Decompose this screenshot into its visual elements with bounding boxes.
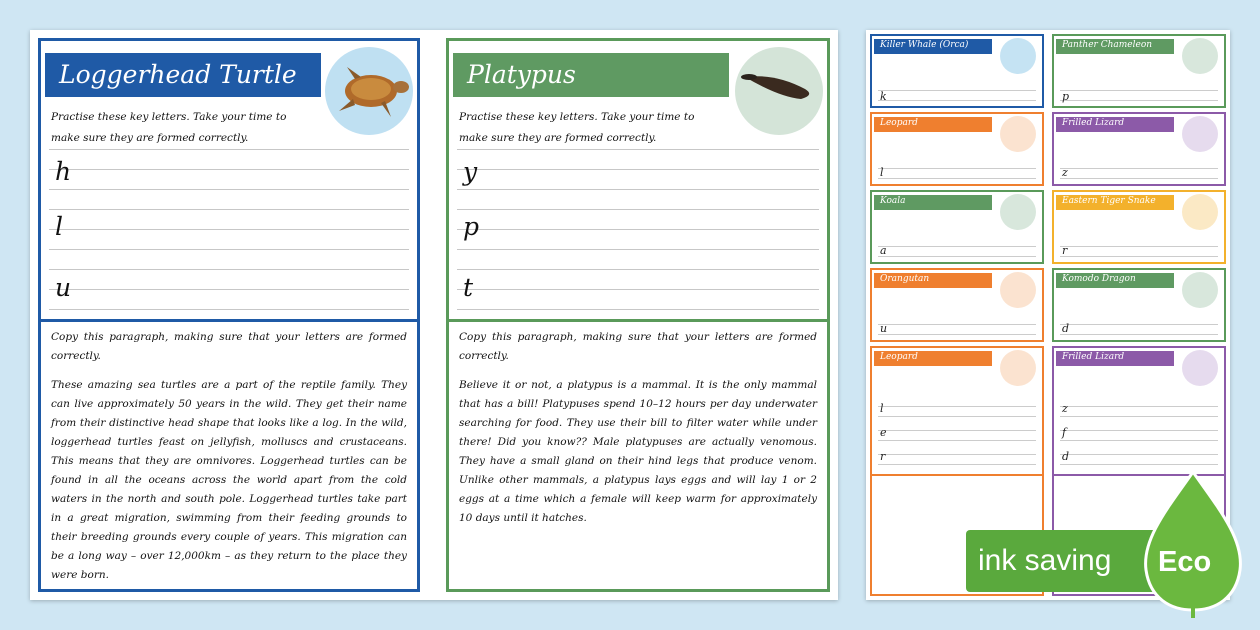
turtle-photo [325,47,413,135]
mini-letter: z [1062,402,1068,415]
practice-letter: t [463,273,474,302]
mini-card-title: Frilled Lizard [1056,351,1174,366]
copy-paragraph: These amazing sea turtles are a part of the reptile family. They can live approximately 50 years in the wild. They get their name from their distinctive head shape that looks like a log. In the wild, loggerhead turtles feast on jellyfish, molluscs and crustaceans. This means that they are omnivores. Loggerhead turtles can be found in all the oceans across the world apart from the cold waters in the north and south pole. Loggerhead turtles take part in a great migration, swimming from their feeding grounds to their breeding grounds every couple of years. This migration can be a long way – over 12,000km – as they return to the place they were born. [51,379,407,581]
leopard-icon [1000,350,1036,386]
practice-letter: h [55,157,72,186]
practice-line-set [457,204,819,259]
chameleon-icon [1182,38,1218,74]
mini-letter: f [1062,426,1067,439]
mini-letter: k [880,90,887,103]
mini-letter: z [1062,166,1068,179]
koala-icon [1000,194,1036,230]
mini-card-title: Frilled Lizard [1056,117,1174,132]
platypus-icon [735,47,823,135]
mini-letter: p [1062,90,1070,103]
lizard-icon [1182,350,1218,386]
leopard-icon [1000,116,1036,152]
mini-letter: r [1062,244,1068,257]
mini-card-title: Koala [874,195,992,210]
mini-card-title: Panther Chameleon [1056,39,1174,54]
mini-card-koala [870,190,1044,264]
practice-instructions: Practise these key letters. Take your time to make sure they are formed correctly. [459,111,695,144]
loggerhead-turtle-card [38,38,420,592]
eco-leaf-label: Eco [1158,546,1212,578]
copy-paragraph: Believe it or not, a platypus is a mammal. It is the only mammal that has a bill! Platypuses spend 10–12 hours per day underwater searching for food. They use their bill to filter water while under there! Did you know?? Male platypuses are actually venomous. They have a small gland on their hind legs that produce venom. Unlike other mammals, a platypus lays eggs and will lay 1 or 2 eggs at a time which a female will keep warm for approximately 10 days until it hatches. [459,379,817,524]
mini-card-title: Leopard [874,351,992,366]
practice-lines [49,149,409,319]
mini-card-title: Killer Whale (Orca) [874,39,992,54]
practice-line-set [49,204,409,259]
practice-line-set [49,259,409,314]
copy-paragraph-box [449,319,827,589]
practice-line-set [457,259,819,314]
copy-instruction: Copy this paragraph, making sure that your letters are formed correctly. [459,331,817,362]
ink-saving-label: ink saving [978,544,1112,577]
mini-letter: a [880,244,887,257]
mini-card-title: Orangutan [874,273,992,288]
orca-icon [1000,38,1036,74]
mini-letter: l [880,402,884,415]
copy-paragraph-box [41,319,417,589]
mini-letter: d [1062,450,1070,463]
practice-letter: l [55,212,63,241]
lizard-icon [1182,116,1218,152]
platypus-card [446,38,830,592]
mini-card-title: Eastern Tiger Snake [1056,195,1174,210]
practice-lines [457,149,819,319]
platypus-photo [735,47,823,135]
practice-instructions: Practise these key letters. Take your time to make sure they are formed correctly. [51,111,287,144]
practice-letter: u [55,273,72,302]
practice-letter: y [463,157,478,186]
card-title: Loggerhead Turtle [45,53,321,97]
mini-card-title: Komodo Dragon [1056,273,1174,288]
practice-letter: p [463,212,480,241]
card-title: Platypus [453,53,729,97]
komodo-icon [1182,272,1218,308]
mini-letter: e [880,426,887,439]
orangutan-icon [1000,272,1036,308]
mini-letter: r [880,450,886,463]
mini-letter: l [880,166,884,179]
mini-card-panther-chameleon [1052,34,1226,108]
practice-line-set [457,149,819,204]
mini-card-frilled-lizard [1052,112,1226,186]
practice-line-set [49,149,409,204]
copy-instruction: Copy this paragraph, making sure that your letters are formed correctly. [51,331,407,362]
mini-card-orangutan [870,268,1044,342]
eco-leaf-icon [1140,470,1246,620]
snake-icon [1182,194,1218,230]
mini-card-leopard [870,112,1044,186]
mini-card-eastern-tiger-snake [1052,190,1226,264]
mini-card-title: Leopard [874,117,992,132]
mini-letter: d [1062,322,1070,335]
main-worksheet-page [30,30,838,600]
mini-card-killer-whale [870,34,1044,108]
mini-letter: u [880,322,888,335]
turtle-icon [325,47,413,135]
mini-card-komodo-dragon [1052,268,1226,342]
